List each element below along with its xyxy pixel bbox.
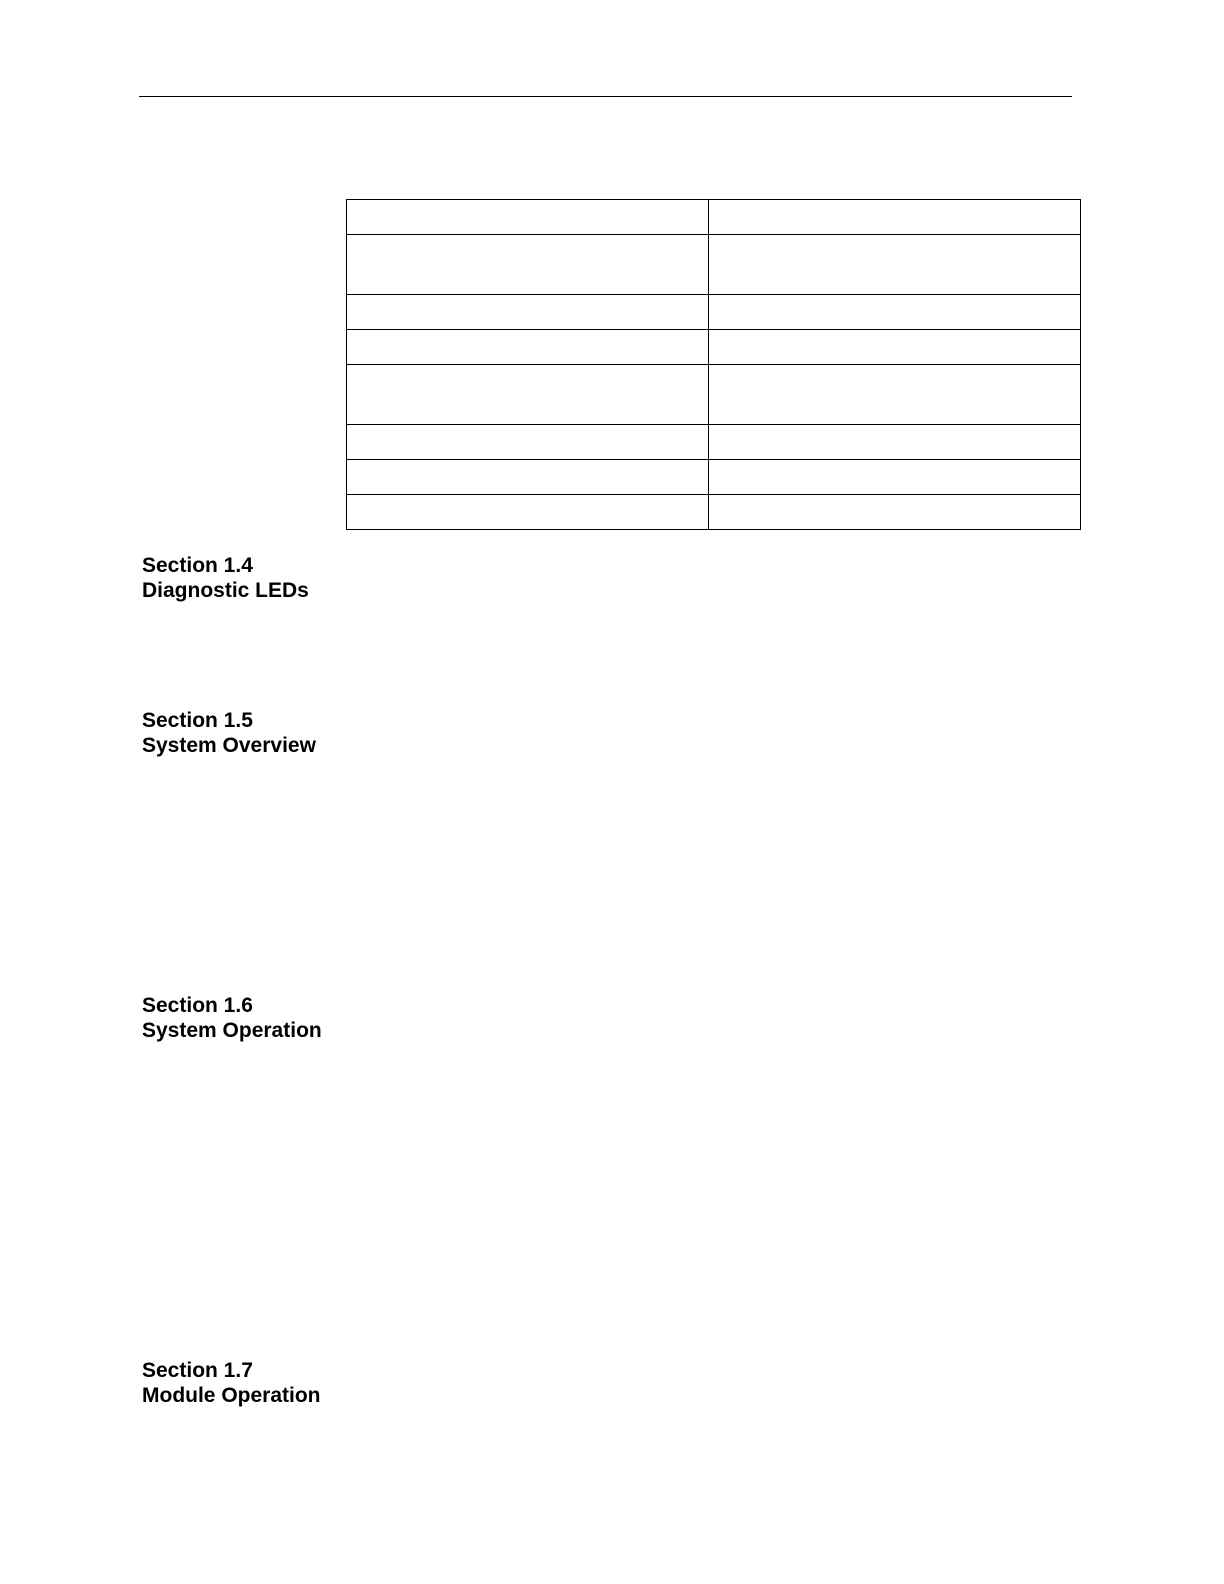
section-heading-1-5 <box>142 708 316 758</box>
section-number: Section 1.5 <box>142 709 253 732</box>
table-cell-label <box>347 425 709 460</box>
section-heading-1-7 <box>142 1358 321 1408</box>
table-cell-label <box>347 495 709 530</box>
table-cell-value <box>709 295 1081 330</box>
table-row <box>347 295 1081 330</box>
section-title: System Overview <box>142 734 316 757</box>
table-cell-value <box>709 495 1081 530</box>
table-row <box>347 460 1081 495</box>
spec-table <box>346 199 1081 530</box>
table-cell-value <box>709 235 1081 295</box>
table-cell-label <box>347 200 709 235</box>
header-rule <box>139 96 1072 97</box>
table-cell-label <box>347 235 709 295</box>
table-cell-value <box>709 200 1081 235</box>
table-cell-value <box>709 365 1081 425</box>
table-row <box>347 495 1081 530</box>
section-number: Section 1.6 <box>142 994 253 1017</box>
table-row <box>347 330 1081 365</box>
table-cell-label <box>347 295 709 330</box>
section-heading-1-6 <box>142 993 322 1043</box>
section-title: System Operation <box>142 1019 322 1042</box>
section-number: Section 1.7 <box>142 1359 253 1382</box>
table-row <box>347 365 1081 425</box>
section-number: Section 1.4 <box>142 554 253 577</box>
table-row <box>347 235 1081 295</box>
table-row <box>347 425 1081 460</box>
section-title: Module Operation <box>142 1384 321 1407</box>
section-title: Diagnostic LEDs <box>142 579 309 602</box>
table-cell-label <box>347 460 709 495</box>
section-heading-1-4 <box>142 553 309 603</box>
table-cell-label <box>347 365 709 425</box>
table-cell-label <box>347 330 709 365</box>
table-cell-value <box>709 460 1081 495</box>
table-cell-value <box>709 330 1081 365</box>
table-cell-value <box>709 425 1081 460</box>
table-row <box>347 200 1081 235</box>
